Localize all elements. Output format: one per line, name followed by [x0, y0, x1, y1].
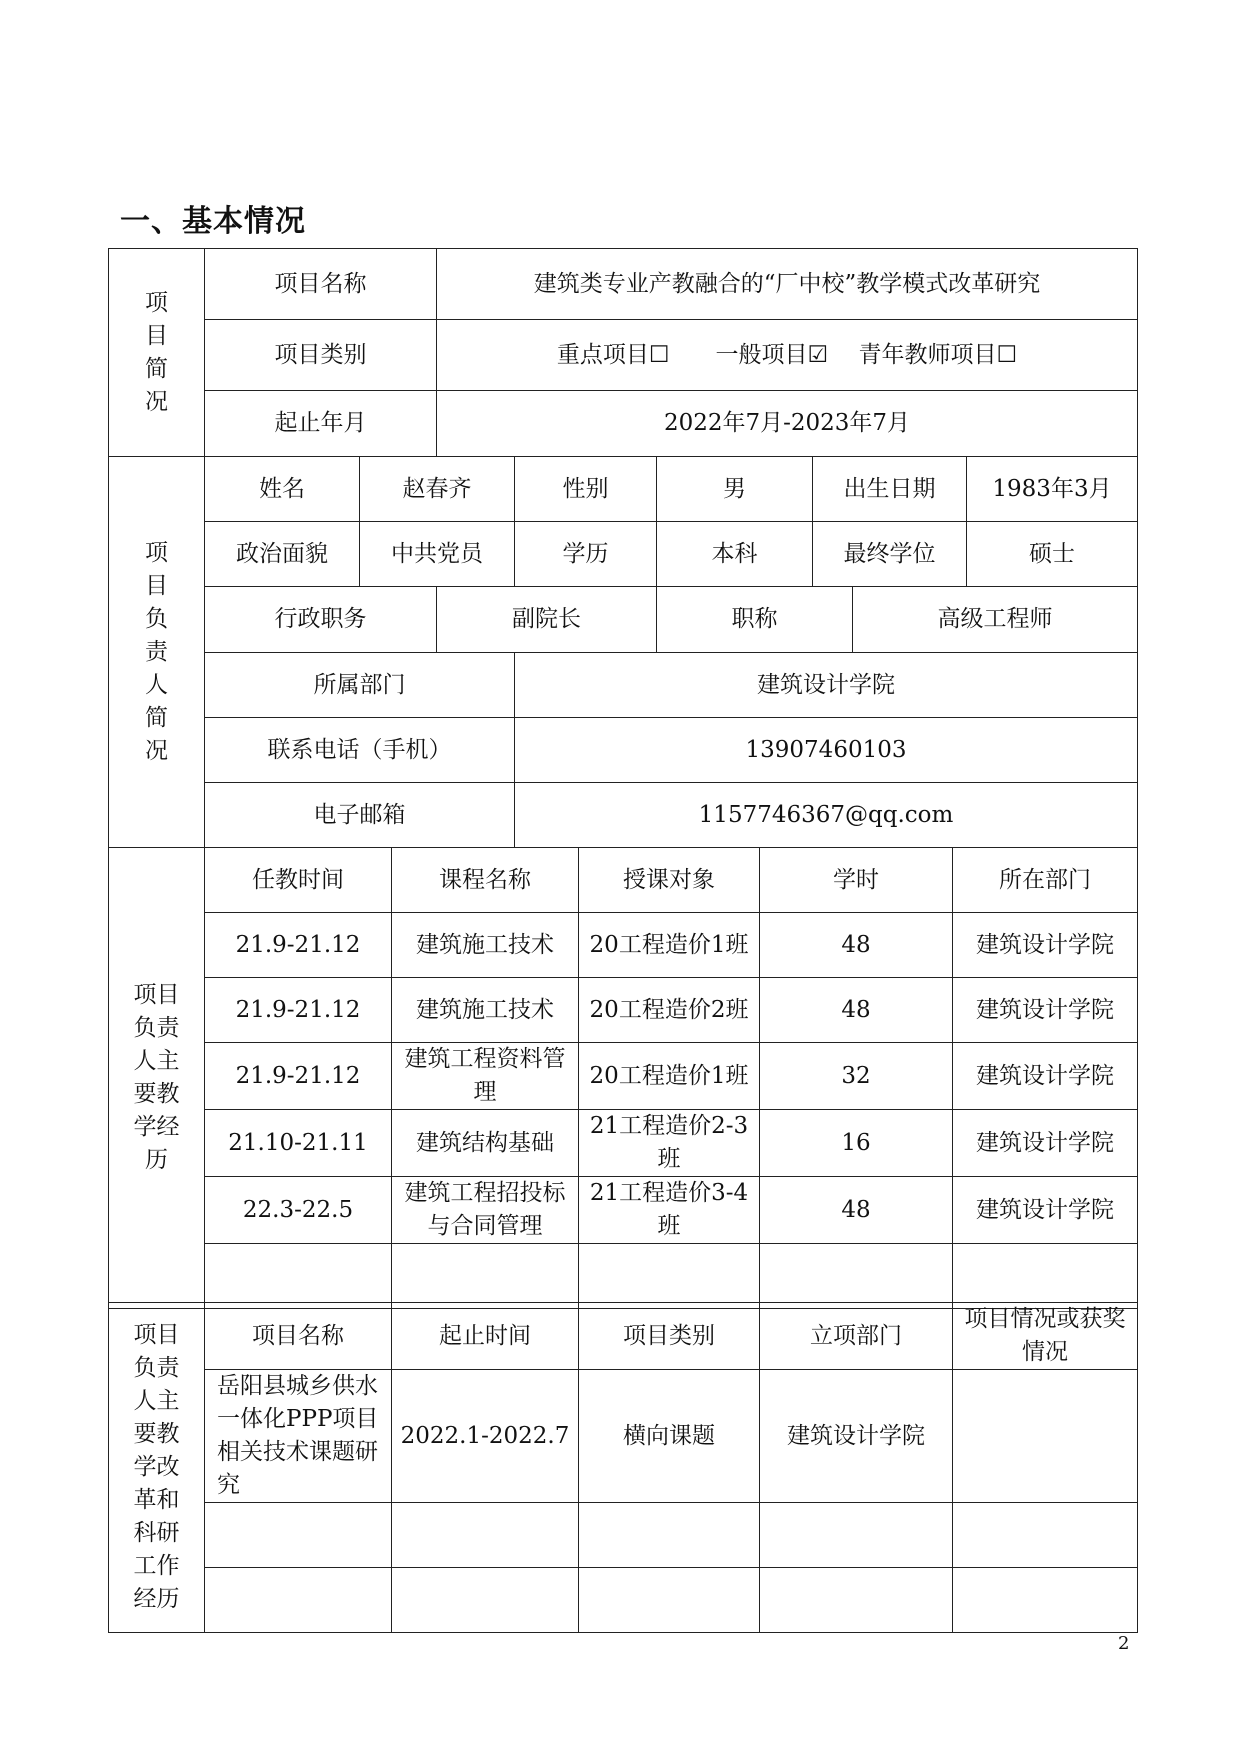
teaching-header: 学时 [760, 848, 953, 913]
project-period-value: 2022年7月-2023年7月 [437, 391, 1138, 457]
department-value: 建筑设计学院 [515, 653, 1138, 718]
name-label: 姓名 [205, 457, 360, 522]
teaching-cell: 建筑设计学院 [953, 913, 1138, 978]
job-title-label: 职称 [657, 587, 853, 653]
teaching-cell [392, 1244, 579, 1309]
table-row [109, 1110, 1138, 1177]
research-header: 项目情况或获奖情况 [953, 1303, 1138, 1370]
admin-position-value: 副院长 [437, 587, 657, 653]
teaching-cell: 21工程造价3-4班 [579, 1177, 760, 1244]
table-row [109, 1177, 1138, 1244]
research-header: 项目名称 [205, 1303, 392, 1370]
project-category-value: 重点项目☐ 一般项目☑ 青年教师项目☐ [437, 320, 1138, 391]
email-label: 电子邮箱 [205, 783, 515, 848]
political-value: 中共党员 [360, 522, 515, 587]
research-cell [205, 1503, 392, 1568]
research-cell: 横向课题 [579, 1370, 760, 1503]
research-cell [760, 1503, 953, 1568]
project-brief-section-label: 项 目 简 况 [109, 249, 205, 457]
teaching-cell [953, 1244, 1138, 1309]
project-category-label: 项目类别 [205, 320, 437, 391]
birth-value: 1983年3月 [967, 457, 1138, 522]
education-value: 本科 [657, 522, 813, 587]
research-cell: 建筑设计学院 [760, 1370, 953, 1503]
teaching-cell: 22.3-22.5 [205, 1177, 392, 1244]
job-title-value: 高级工程师 [853, 587, 1138, 653]
research-header: 立项部门 [760, 1303, 953, 1370]
teaching-header: 课程名称 [392, 848, 579, 913]
table-row [109, 1568, 1138, 1633]
teaching-cell: 21.10-21.11 [205, 1110, 392, 1177]
leader-section-label: 项 目 负 责 人 简 况 [109, 457, 205, 848]
phone-label: 联系电话（手机） [205, 718, 515, 783]
teaching-cell [579, 1244, 760, 1309]
teaching-cell: 建筑施工技术 [392, 978, 579, 1043]
project-period-label: 起止年月 [205, 391, 437, 457]
research-cell [953, 1568, 1138, 1633]
teaching-cell: 20工程造价2班 [579, 978, 760, 1043]
admin-position-label: 行政职务 [205, 587, 437, 653]
political-label: 政治面貌 [205, 522, 360, 587]
table-row [109, 1503, 1138, 1568]
teaching-cell: 建筑设计学院 [953, 978, 1138, 1043]
teaching-cell: 21.9-21.12 [205, 1043, 392, 1110]
research-cell [205, 1568, 392, 1633]
research-cell: 岳阳县城乡供水一体化PPP项目相关技术课题研究 [205, 1370, 392, 1503]
teaching-cell: 建筑设计学院 [953, 1110, 1138, 1177]
teaching-cell: 建筑工程资料管理 [392, 1043, 579, 1110]
project-brief-table [108, 248, 1138, 457]
research-header: 项目类别 [579, 1303, 760, 1370]
research-header: 起止时间 [392, 1303, 579, 1370]
degree-label: 最终学位 [813, 522, 967, 587]
birth-label: 出生日期 [813, 457, 967, 522]
table-row [109, 913, 1138, 978]
teaching-cell: 48 [760, 913, 953, 978]
teaching-cell: 建筑结构基础 [392, 1110, 579, 1177]
table-row [109, 978, 1138, 1043]
research-cell [392, 1503, 579, 1568]
teaching-experience-table [108, 847, 1138, 1309]
research-cell [579, 1503, 760, 1568]
teaching-cell: 21工程造价2-3班 [579, 1110, 760, 1177]
teaching-cell: 32 [760, 1043, 953, 1110]
teaching-cell: 48 [760, 978, 953, 1043]
teaching-cell: 20工程造价1班 [579, 913, 760, 978]
teaching-cell: 21.9-21.12 [205, 978, 392, 1043]
teaching-header: 任教时间 [205, 848, 392, 913]
teaching-cell: 20工程造价1班 [579, 1043, 760, 1110]
research-cell: 2022.1-2022.7 [392, 1370, 579, 1503]
teaching-cell: 建筑工程招投标与合同管理 [392, 1177, 579, 1244]
research-experience-table [108, 1302, 1138, 1633]
gender-value: 男 [657, 457, 813, 522]
teaching-cell: 建筑设计学院 [953, 1043, 1138, 1110]
research-cell [953, 1503, 1138, 1568]
research-section-label: 项目 负责 人主 要教 学改 革和 科研 工作 经历 [109, 1303, 205, 1633]
teaching-cell: 48 [760, 1177, 953, 1244]
teaching-cell: 21.9-21.12 [205, 913, 392, 978]
teaching-cell: 建筑设计学院 [953, 1177, 1138, 1244]
gender-label: 性别 [515, 457, 657, 522]
teaching-cell [760, 1244, 953, 1309]
name-value: 赵春齐 [360, 457, 515, 522]
teaching-cell: 16 [760, 1110, 953, 1177]
education-label: 学历 [515, 522, 657, 587]
degree-value: 硕士 [967, 522, 1138, 587]
page-number: 2 [1118, 1633, 1130, 1654]
teaching-cell: 建筑施工技术 [392, 913, 579, 978]
teaching-header: 授课对象 [579, 848, 760, 913]
email-value: 1157746367@qq.com [515, 783, 1138, 848]
teaching-section-label: 项目 负责 人主 要教 学经 历 [109, 848, 205, 1309]
table-row [109, 1043, 1138, 1110]
research-cell [760, 1568, 953, 1633]
teaching-cell [205, 1244, 392, 1309]
section-heading: 一、基本情况 [120, 204, 306, 239]
leader-profile-table [108, 456, 1138, 848]
phone-value: 13907460103 [515, 718, 1138, 783]
research-cell [392, 1568, 579, 1633]
research-cell [953, 1370, 1138, 1503]
project-name-label: 项目名称 [205, 249, 437, 320]
project-name-value: 建筑类专业产教融合的“厂中校”教学模式改革研究 [437, 249, 1138, 320]
teaching-header: 所在部门 [953, 848, 1138, 913]
table-row [109, 1370, 1138, 1503]
research-cell [579, 1568, 760, 1633]
table-row [109, 1244, 1138, 1309]
department-label: 所属部门 [205, 653, 515, 718]
